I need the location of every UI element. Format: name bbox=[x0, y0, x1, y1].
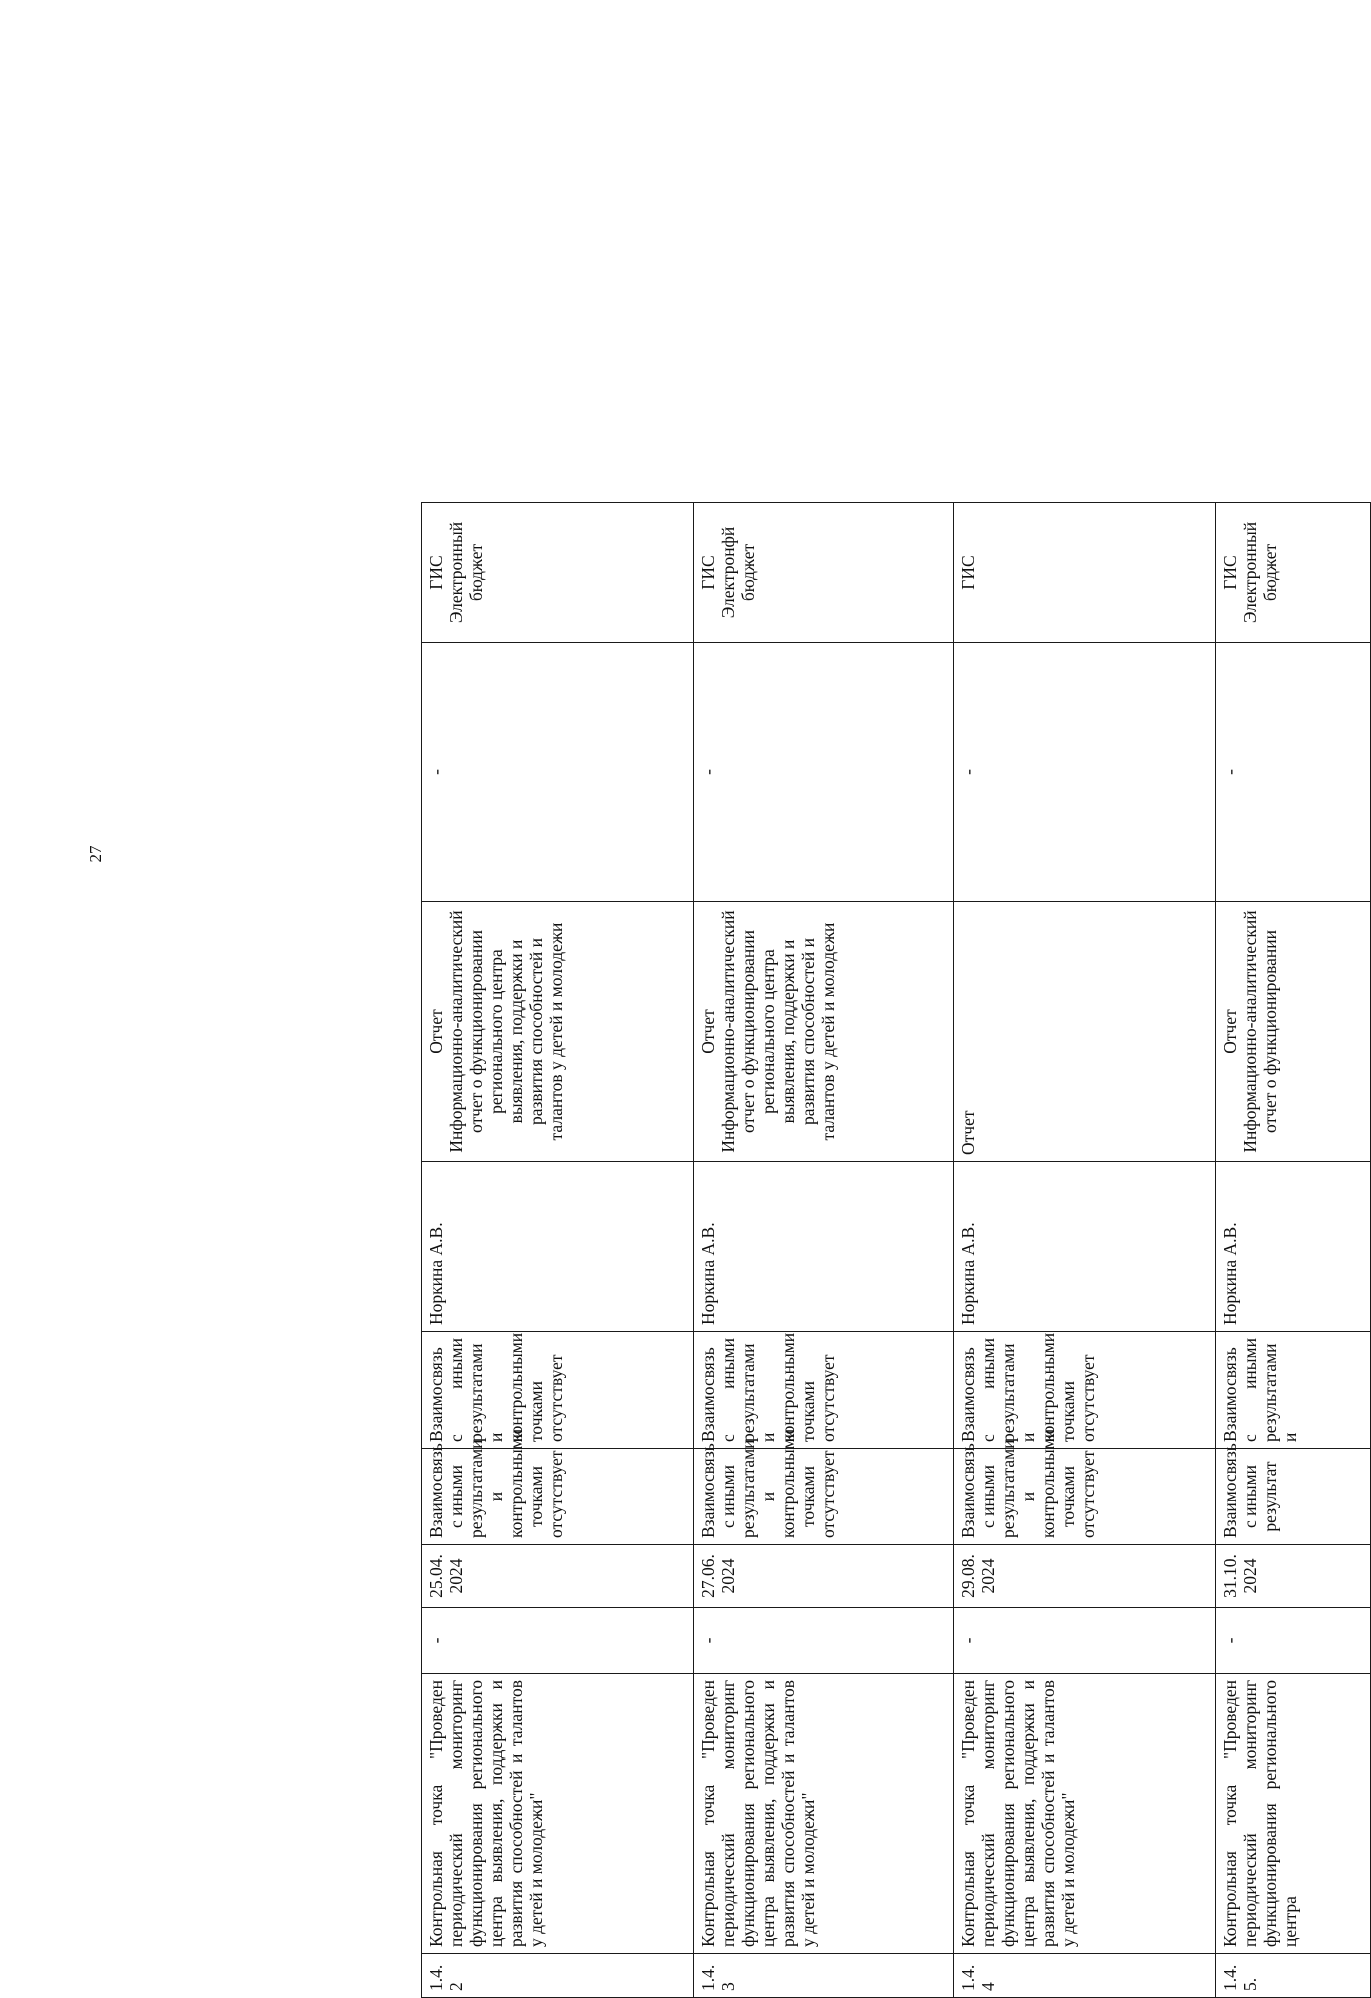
approval-level: - bbox=[693, 642, 953, 901]
information-system: ГИС Электронный бюджет bbox=[421, 502, 693, 642]
end-date: 25.04. 2024 bbox=[421, 1544, 693, 1607]
row-number: 1.4. 4 bbox=[953, 1953, 1215, 1997]
control-point-name: Контрольная точка "Проведен периодический мониторинг функционирования регионального центра выявления, поддержки и развития способностей и талантов у детей и молодежи" bbox=[693, 1673, 953, 1953]
table-row bbox=[693, 502, 953, 1997]
control-point-name: Контрольная точка "Проведен периодический мониторинг функционирования регионального центра bbox=[1215, 1673, 1370, 1953]
table-row bbox=[953, 502, 1215, 1997]
rotated-table-sheet bbox=[421, 503, 1370, 1998]
successor-link: Взаимосвязь с иными результатами и контрольными точками отсутствует bbox=[693, 1331, 953, 1448]
responsible-person: Норкина А.В. bbox=[693, 1161, 953, 1331]
successor-link: Взаимосвязь с иными результатами и bbox=[1215, 1331, 1370, 1448]
information-system: ГИС Электронный бюджет bbox=[1215, 502, 1370, 642]
responsible-person: Норкина А.В. bbox=[1215, 1161, 1370, 1331]
row-number: 1.4. 2 bbox=[421, 1953, 693, 1997]
information-system: ГИС Электронфй бюджет bbox=[693, 502, 953, 642]
predecessor-link: Взаимосвязь с иными результатами и контрольными точками отсутствует bbox=[693, 1448, 953, 1544]
successor-link: Взаимосвязь с иными результатами и контрольными точками отсутствует bbox=[421, 1331, 693, 1448]
start-date: - bbox=[693, 1607, 953, 1673]
responsible-person: Норкина А.В. bbox=[421, 1161, 693, 1331]
control-point-name: Контрольная точка "Проведен периодический мониторинг функционирования регионального центра выявления, поддержки и развития способностей и талантов у детей и молодежи" bbox=[953, 1673, 1215, 1953]
result-document: Отчет Информационно-аналитический отчет о функционировании регионального центра выявления, поддержки и развития способностей и талантов у детей и молодежи bbox=[693, 901, 953, 1161]
table-row bbox=[1215, 502, 1370, 1997]
end-date: 29.08. 2024 bbox=[953, 1544, 1215, 1607]
page-number: 27 bbox=[86, 845, 105, 863]
result-document: Отчет Информационно-аналитический отчет о функционировании регионального центра выявления, поддержки и развития способностей и талантов у детей и молодежи bbox=[421, 901, 693, 1161]
approval-level: - bbox=[421, 642, 693, 901]
end-date: 27.06. 2024 bbox=[693, 1544, 953, 1607]
responsible-person: Норкина А.В. bbox=[953, 1161, 1215, 1331]
predecessor-link: Взаимосвязь с иными результат bbox=[1215, 1448, 1370, 1544]
result-document: Отчет bbox=[953, 901, 1215, 1161]
table-row bbox=[421, 502, 693, 1997]
control-point-name: Контрольная точка "Проведен периодический мониторинг функционирования регионального центра выявления, поддержки и развития способностей и талантов у детей и молодежи" bbox=[421, 1673, 693, 1953]
approval-level: - bbox=[1215, 642, 1370, 901]
predecessor-link: Взаимосвязь с иными результатами и контрольными точками отсутствует bbox=[421, 1448, 693, 1544]
start-date: - bbox=[1215, 1607, 1370, 1673]
end-date: 31.10. 2024 bbox=[1215, 1544, 1370, 1607]
successor-link: Взаимосвязь с иными результатами и контрольными точками отсутствует bbox=[953, 1331, 1215, 1448]
row-number: 1.4. 3 bbox=[693, 1953, 953, 1997]
approval-level: - bbox=[953, 642, 1215, 901]
row-number: 1.4. 5. bbox=[1215, 1953, 1370, 1997]
predecessor-link: Взаимосвязь с иными результатами и контрольными точками отсутствует bbox=[953, 1448, 1215, 1544]
start-date: - bbox=[421, 1607, 693, 1673]
start-date: - bbox=[953, 1607, 1215, 1673]
control-points-table bbox=[421, 502, 1371, 1998]
result-document: Отчет Информационно-аналитический отчет о функционировании bbox=[1215, 901, 1370, 1161]
information-system: ГИС bbox=[953, 502, 1215, 642]
